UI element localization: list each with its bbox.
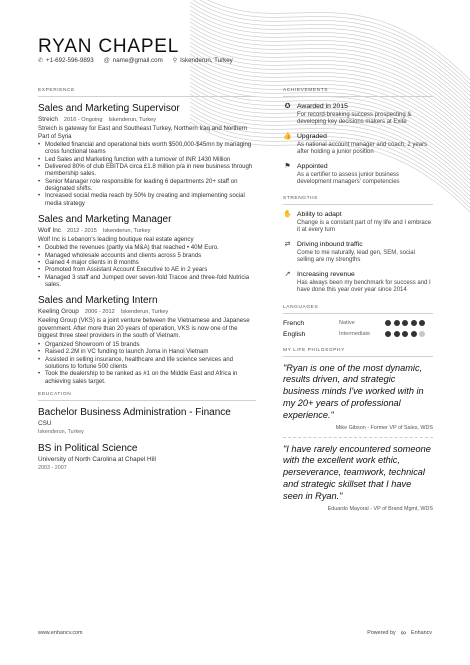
job-location: Iskenderun, Turkey: [120, 309, 169, 316]
quotes-list: [283, 363, 433, 512]
quote-divider: [283, 437, 433, 438]
languages-list: [283, 320, 433, 338]
job-company: Keeling Group: [38, 308, 79, 316]
rating-dot: [385, 320, 391, 326]
phone-item[interactable]: [38, 57, 94, 64]
job-description: Streich is gateway for East and Southeast Turkey, Northern Iraq and Northern Part of Syria: [38, 125, 248, 140]
achievements-title: Appointed: [297, 163, 328, 171]
strengths-item: [283, 211, 433, 234]
job-company: Streich: [38, 116, 58, 123]
degree-title: BS in Political Science: [38, 442, 138, 454]
achievements-item: [283, 103, 433, 126]
strengths-body: [297, 271, 433, 294]
job-dates: 2012 - 2015: [66, 227, 97, 234]
footer-website[interactable]: www.enhancv.com: [38, 629, 83, 636]
candidate-name: RYAN CHAPEL: [38, 36, 180, 57]
job-meta: [38, 116, 256, 123]
job-title: Sales and Marketing Supervisor: [38, 103, 180, 114]
job-dates: 2016 - Ongoing: [63, 117, 103, 123]
bullet-item: • Took the dealership to be ranked as #1 on the Middle East and Africa in achieving sales target.: [38, 370, 256, 385]
bullet-item: • Modelled financial and operational bids worth $500,000-$45mn by managing cross functional teams: [38, 141, 256, 156]
rating-dot: [411, 331, 417, 337]
bullet-item: • Delivered 80% of club EBITDA circa £1.8 million p/a in new business through membership sales.: [38, 163, 256, 178]
email-text: name@gmail.com: [112, 57, 163, 64]
strengths-title: Ability to adapt: [297, 211, 342, 219]
enhancv-logo-icon: ∞: [400, 628, 407, 637]
language-rating: [385, 331, 425, 337]
job-location: Iskenderun, Turkey: [108, 117, 157, 123]
degree-title: Bachelor Business Administration - Finance: [38, 406, 231, 418]
job-meta: [38, 227, 256, 234]
job-dates: 2006 - 2012: [84, 309, 115, 316]
job-location: Iskenderun, Turkey: [102, 227, 151, 234]
bullet-item: • Raised 2.2M in VC funding to launch Joma in Hanoi Vietnam: [38, 348, 256, 355]
education-entry: [38, 407, 256, 435]
achievements-body: [297, 133, 433, 156]
achievements-desc: As national account manager and coach, 2 years after holding a junior position: [297, 141, 428, 155]
bullet-item: • Assisted in selling insurance, healthcare and life science services and solutions to fortune 500 clients: [38, 356, 256, 371]
footer: [38, 628, 432, 637]
bullet-item: • Managed wholesale accounts and clients across 5 brands: [38, 252, 256, 259]
job-bullets: [38, 141, 256, 207]
rating-dot: [402, 331, 408, 337]
rating-dot: [419, 320, 425, 326]
bullet-item: • Senior Manager role responsible for leading 6 departments 20+ staff on designated shifts.: [38, 178, 256, 193]
experience-entry: [38, 103, 256, 207]
language-name: English: [283, 330, 306, 338]
language-rating: [385, 320, 425, 326]
strengths-item: [283, 241, 433, 264]
strengths-body: [297, 241, 433, 264]
achievements-title: Upgraded: [297, 133, 327, 141]
achievements-item: [283, 133, 433, 156]
philosophy-heading: MY LIFE PHILOSOPHY: [283, 348, 433, 357]
language-row: [283, 320, 433, 327]
job-bullets: [38, 244, 256, 288]
achievements-list: [283, 103, 433, 186]
experience-entry: [38, 295, 256, 385]
brand-name: Enhancv: [411, 629, 432, 636]
strengths-title: Increasing revenue: [297, 271, 355, 279]
phone-icon: ✆: [38, 58, 44, 64]
education-meta: Iskenderun, Turkey: [38, 428, 84, 435]
strengths-desc: Has always been my benchmark for success and I have done this year over year since 2014: [297, 279, 431, 294]
phone-text: +1-692-596-9893: [46, 57, 94, 64]
education-list: [38, 407, 256, 471]
location-icon: ⚲: [172, 58, 178, 64]
handshake-icon: ⇄: [284, 241, 291, 249]
language-name: French: [283, 319, 305, 327]
strengths-heading: STRENGTHS: [283, 196, 433, 205]
education-meta: 2003 - 2007: [38, 464, 67, 471]
flag-icon: ⚑: [284, 163, 291, 171]
trend-icon: ↗: [284, 271, 291, 279]
languages-heading: LANGUAGES: [283, 305, 433, 314]
bullet-item: • Increased social media reach by 50% by creating and implementing social media strategy: [38, 192, 256, 207]
rating-dot: [402, 320, 408, 326]
quote-author: Mike Gibson - Former VP of Sales, WDS: [335, 424, 433, 431]
strengths-item: [283, 271, 433, 294]
job-meta: [38, 308, 256, 315]
contact-info: [38, 57, 233, 64]
bullet-item: • Gained 4 major clients in 8 months: [38, 259, 256, 266]
strengths-desc: Change is a constant part of my life and I embrace it at every turn: [297, 219, 432, 234]
achievements-desc: As a certifier to assess junior business development managers' competencies: [297, 171, 400, 185]
education-entry: [38, 443, 256, 471]
bullet-item: • Led Sales and Marketing function with a turnover of INR 1430 Million: [38, 156, 256, 163]
footer-brand[interactable]: [367, 628, 432, 637]
rating-dot: [394, 320, 400, 326]
rating-dot: [394, 331, 400, 337]
language-level: Native: [339, 320, 355, 327]
strengths-desc: Come to me naturally, lead gen, SEM, social selling are my strengths: [297, 249, 415, 264]
achievements-heading: ACHIEVEMENTS: [283, 88, 433, 97]
job-title: Sales and Marketing Manager: [38, 213, 172, 225]
left-column: [38, 88, 256, 479]
strengths-body: [297, 211, 433, 234]
bullet-item: • Doubled the revenues (partly via M&A) that reached • 40M Euro.: [38, 244, 256, 251]
language-level: Intermediate: [339, 331, 371, 338]
bullet-item: • Managed 3 staff and Jumped over seven-fold Tracoe and three-fold Nutricia sales.: [38, 274, 256, 289]
school-name: University of North Carolina at Chapel Hill: [38, 455, 156, 463]
job-description: Keeling Group (VKS) is a joint venture between the Vietnamese and Japanese government. After more than 20 years of operation, VKS is now one of the biggest three steel providers in the south of Vietnam.: [38, 317, 250, 340]
strengths-title: Driving inbound traffic: [297, 241, 363, 249]
school-name: CSU: [38, 419, 52, 427]
powered-by-text: Powered by: [367, 629, 396, 636]
thumbs-up-icon: 👍: [283, 133, 292, 141]
rating-dot: [419, 331, 425, 337]
experience-entry: [38, 214, 256, 288]
bullet-item: • Promoted from Assistant Account Executive to AE in 2 years: [38, 266, 256, 273]
achievements-title: Awarded in 2015: [297, 103, 348, 110]
email-item[interactable]: [104, 57, 163, 64]
ribbon-icon: ✪: [284, 103, 291, 110]
strengths-list: [283, 211, 433, 294]
achievements-desc: For record-breaking success prospecting & developing key decisions makers at Exite: [297, 111, 412, 125]
experience-heading: EXPERIENCE: [38, 88, 256, 97]
language-row: [283, 331, 433, 338]
experience-list: [38, 103, 256, 385]
quote-author: Eduardo Mayoral - VP of Brand Mgmt, WDS: [327, 505, 433, 512]
location-item: [173, 57, 233, 64]
rating-dot: [411, 320, 417, 326]
location-text: Iskenderun, Turkey: [180, 57, 233, 64]
quote-text: "I have rarely encountered someone with the excellent work ethic, perseverance, teamwork, technical and strategic skillset that I have seen in Ryan.": [283, 443, 431, 501]
job-title: Sales and Marketing Intern: [38, 295, 158, 307]
hand-icon: ✋: [283, 211, 292, 219]
job-company: Wolf Inc: [38, 226, 61, 234]
right-column: [283, 88, 433, 518]
bullet-item: • Organized Showroom of 15 brands: [38, 341, 256, 348]
achievements-body: [297, 103, 433, 126]
job-bullets: [38, 341, 256, 385]
email-icon: @: [103, 58, 110, 64]
achievements-item: [283, 163, 433, 186]
education-heading: EDUCATION: [38, 392, 256, 401]
job-description: Wolf Inc is Lebanon's leading boutique real estate agency: [38, 235, 194, 243]
achievements-body: [297, 163, 433, 186]
rating-dot: [385, 331, 391, 337]
quote-text: "Ryan is one of the most dynamic, results driven, and strategic business minds I've worked with in my 20+ years of professional experience.": [283, 362, 424, 420]
